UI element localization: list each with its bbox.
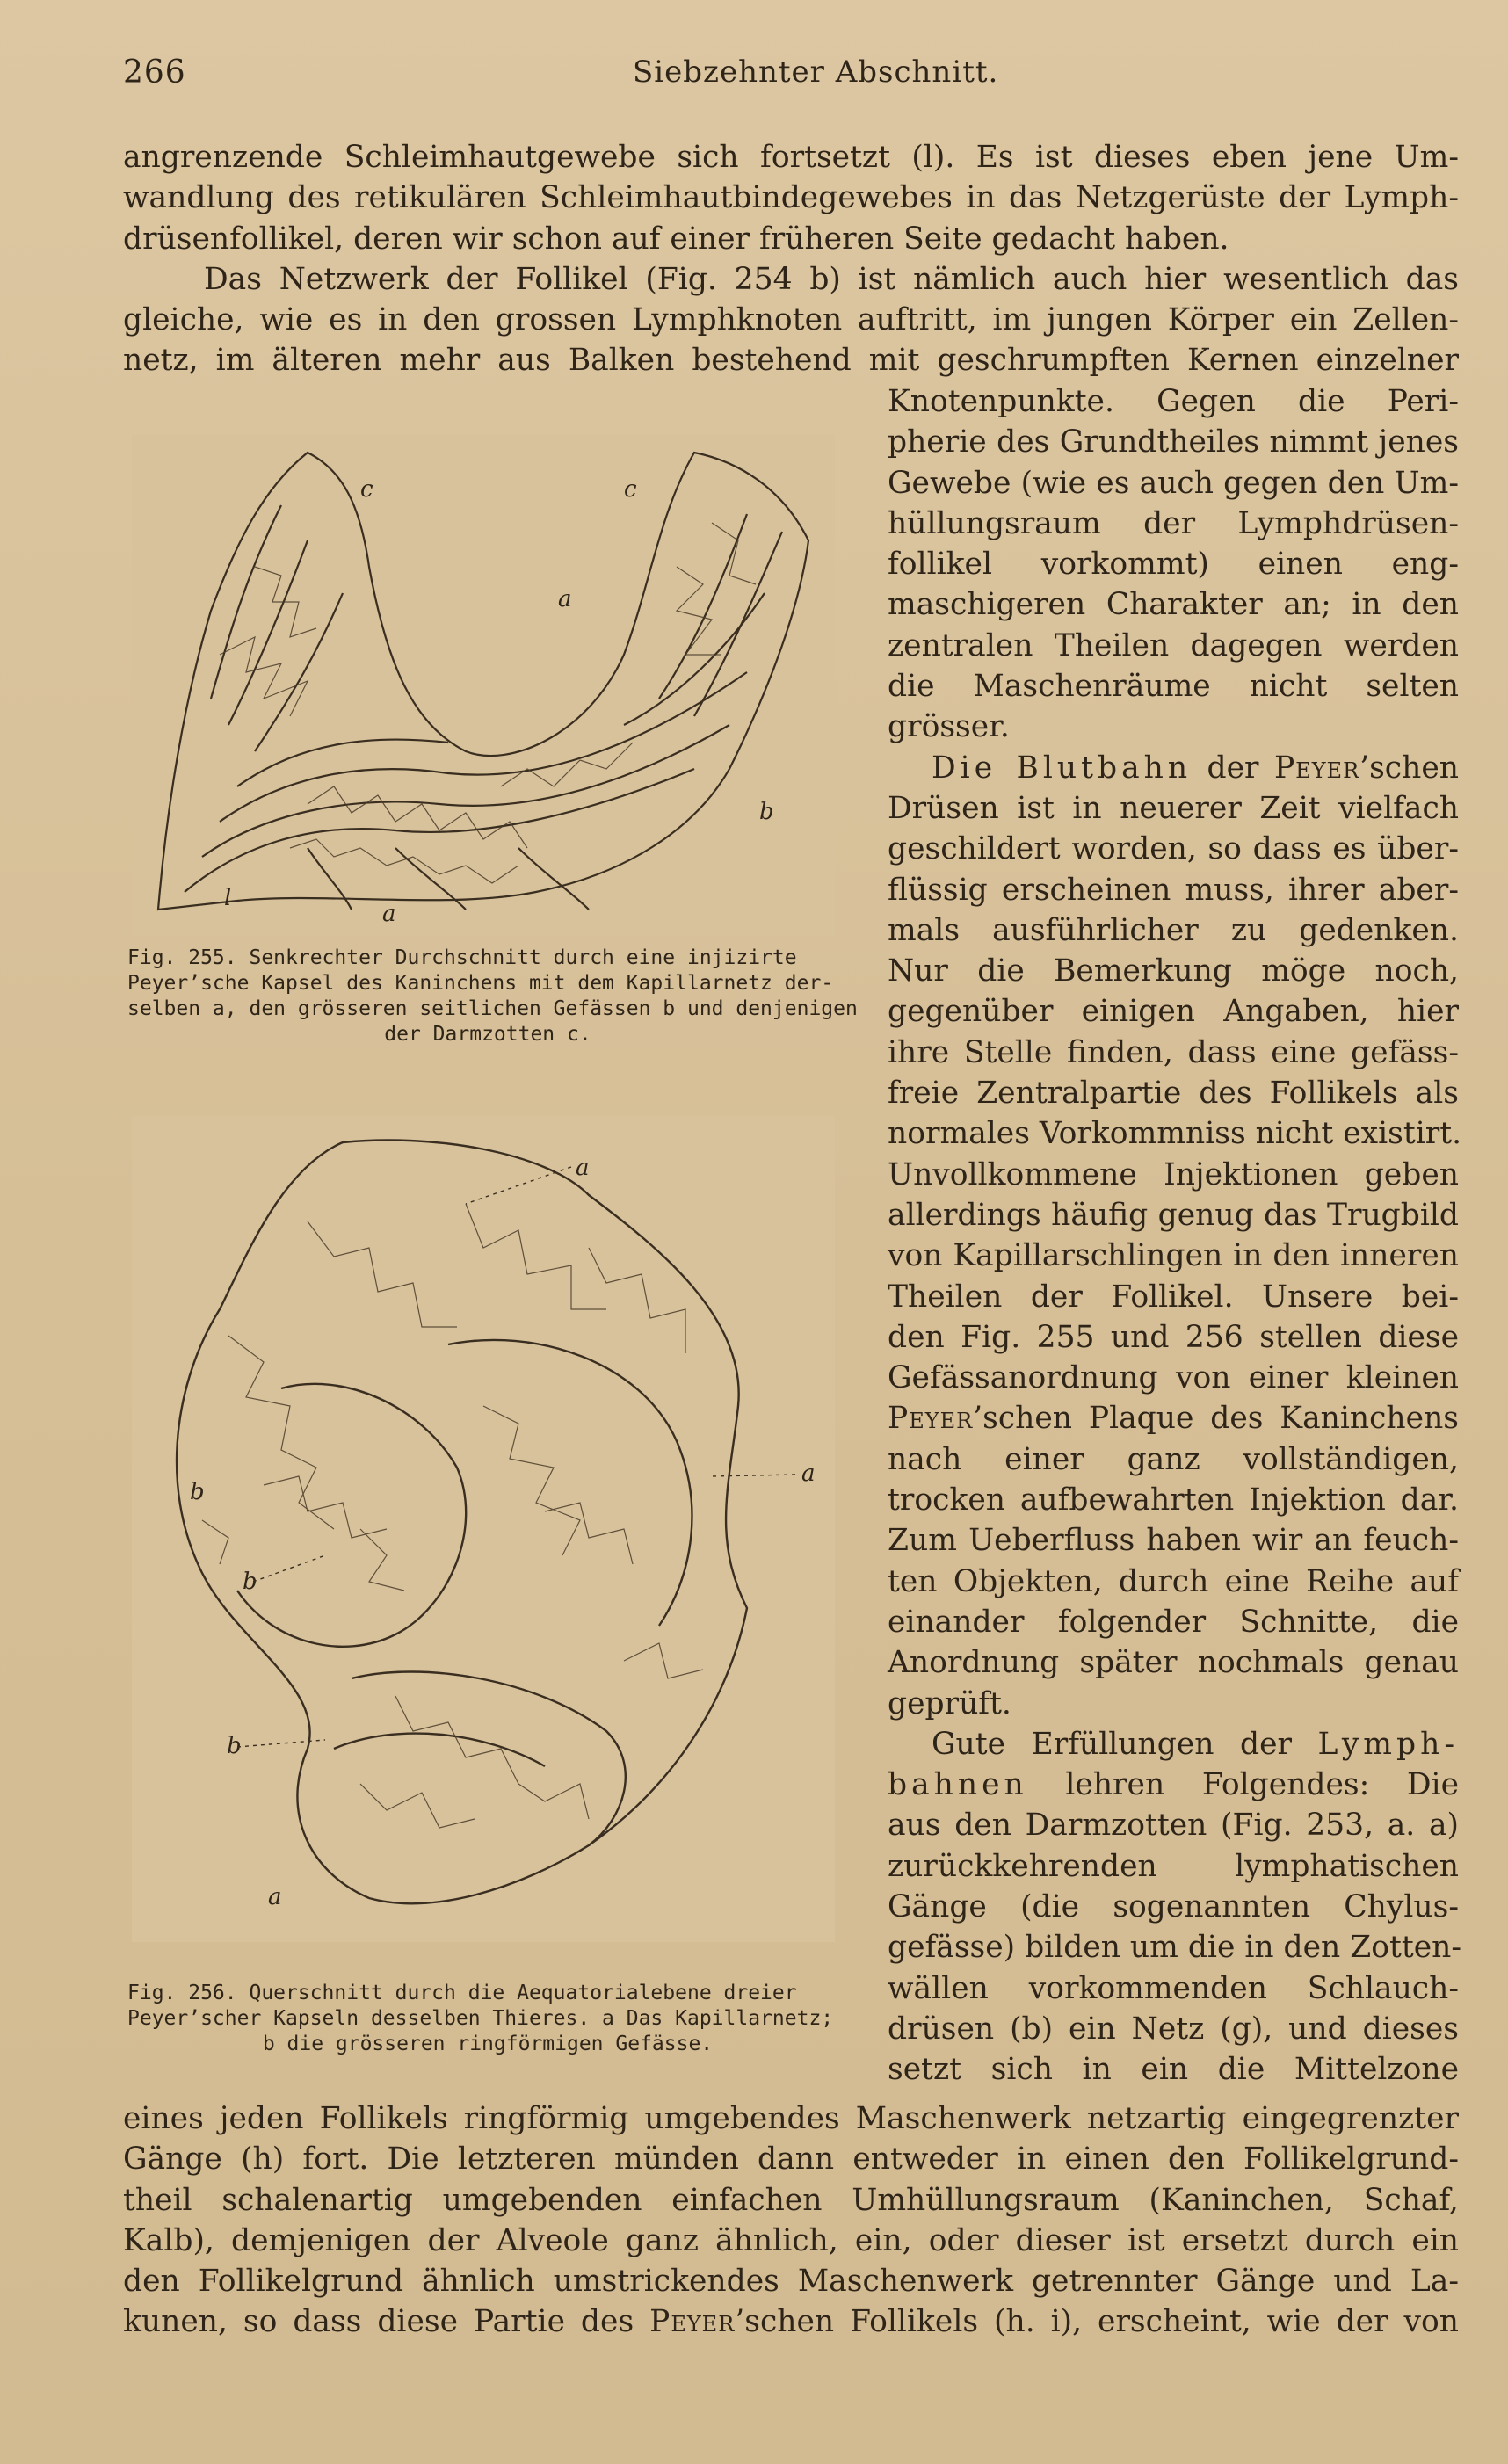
- text-line: normales Vorkommniss nicht existirt.: [888, 1116, 1462, 1152]
- text-line: Kalb), demjenigen der Alveole ganz ähnlich, ein, oder dieser ist ersetzt durch ein: [123, 2222, 1459, 2258]
- figure-label: l: [224, 885, 232, 911]
- text-line: Die Blutbahn der Peyer’schen: [932, 750, 1459, 786]
- caption-line: Fig. 255. Senkrechter Durchschnitt durch eine injizirte: [127, 946, 797, 969]
- figure-label: a: [382, 901, 396, 927]
- text-line: trocken aufbewahrten Injektion dar.: [888, 1482, 1459, 1518]
- bottom-text: [123, 2098, 1459, 2343]
- page-header: [123, 54, 1459, 98]
- text-line: Drüsen ist in neuerer Zeit vielfach: [888, 790, 1459, 826]
- text-line: ihre Stelle finden, dass eine gefäss-: [888, 1034, 1459, 1070]
- spaced-term: Die Blutbahn: [932, 750, 1193, 786]
- page-number: 266: [123, 54, 186, 91]
- text-line: den Follikelgrund ähnlich umstrickendes Maschenwerk getrennter Gänge und La-: [123, 2264, 1459, 2300]
- text-line: Gänge (h) fort. Die letzteren münden dann entweder in einen den Follikelgrund-: [123, 2142, 1459, 2178]
- text-line: hüllungsraum der Lymphdrüsen-: [888, 505, 1459, 541]
- figure-label: a: [801, 1460, 816, 1487]
- text-line: theil schalenartig umgebenden einfachen Umhüllungsraum (Kaninchen, Schaf,: [123, 2182, 1459, 2218]
- text-line: grösser.: [888, 709, 1010, 745]
- text-line: gegenüber einigen Angaben, hier: [888, 994, 1459, 1030]
- text-line: mals ausführlicher zu gedenken.: [888, 912, 1459, 948]
- text-line: wandlung des retikulären Schleimhautbindegewebes in das Netzgerüste der Lymph-: [123, 180, 1459, 216]
- text-line: die Maschenräume nicht selten: [888, 669, 1459, 705]
- top-text: [123, 137, 1459, 381]
- figure-label: b: [227, 1733, 242, 1759]
- text-line: kunen, so dass diese Partie des Peyer’schen Follikels (h. i), erscheint, wie der von: [123, 2304, 1459, 2340]
- text-line: zurückkehrenden lymphatischen: [888, 1848, 1459, 1884]
- equatorial-section-drawing: [132, 1116, 835, 1942]
- text-line: Peyer’schen Plaque des Kaninchens: [888, 1401, 1459, 1437]
- author-name: Peyer: [888, 1401, 974, 1437]
- figure-label: a: [558, 586, 572, 612]
- text-line: Gute Erfüllungen der Lymph-: [932, 1726, 1459, 1762]
- text-line: nach einer ganz vollständigen,: [888, 1441, 1459, 1477]
- caption-line: Peyer’scher Kapseln desselben Thieres. a Das Kapillarnetz;: [127, 2007, 834, 2030]
- text-line: setzt sich in ein die Mittelzone: [888, 2052, 1459, 2088]
- caption-line: Peyer’sche Kapsel des Kaninchens mit dem Kapillarnetz der-: [127, 972, 834, 995]
- figure-256-illustration: [132, 1116, 835, 1942]
- text-line: angrenzende Schleimhautgewebe sich fortsetzt (l). Es ist dieses eben jene Um-: [123, 140, 1459, 175]
- figure-255-caption: [127, 946, 858, 1047]
- text-line: allerdings häufig genug das Trugbild: [888, 1197, 1459, 1233]
- text-line: aus den Darmzotten (Fig. 253, a. a): [888, 1808, 1459, 1844]
- text-line: Gefässanordnung von einer kleinen: [888, 1360, 1459, 1396]
- author-name: Peyer: [649, 2304, 736, 2340]
- text-line: einander folgender Schnitte, die: [888, 1604, 1459, 1640]
- text-line: Nur die Bemerkung möge noch,: [888, 953, 1459, 989]
- text-line: Theilen der Follikel. Unsere bei-: [888, 1279, 1459, 1315]
- text-line: follikel vorkommt) einen eng-: [888, 547, 1459, 583]
- text-line: geschildert worden, so dass es über-: [888, 831, 1459, 867]
- text-line: Gewebe (wie es auch gegen den Um-: [888, 465, 1459, 501]
- text-line: drüsenfollikel, deren wir schon auf einer früheren Seite gedacht haben.: [123, 221, 1229, 257]
- figure-255-illustration: [132, 435, 835, 936]
- text-line: ten Objekten, durch eine Reihe auf: [888, 1563, 1459, 1599]
- right-column-text: [888, 381, 1462, 2090]
- caption-line: der Darmzotten c.: [384, 1023, 591, 1046]
- text-line: netz, im älteren mehr aus Balken bestehend mit geschrumpften Kernen einzelner: [123, 343, 1459, 379]
- caption-line: Fig. 256. Querschnitt durch die Aequatorialebene dreier: [127, 1982, 797, 2004]
- text-line: maschigeren Charakter an; in den: [888, 587, 1459, 623]
- text-line: von Kapillarschlingen in den inneren: [888, 1238, 1459, 1274]
- figure-label: a: [576, 1155, 590, 1181]
- text-line: Gänge (die sogenannten Chylus-: [888, 1888, 1459, 1924]
- figure-label: b: [759, 799, 774, 825]
- caption-line: selben a, den grösseren seitlichen Gefässen b und denjenigen: [127, 997, 858, 1020]
- capillary-section-drawing: [132, 435, 835, 936]
- text-line: drüsen (b) ein Netz (g), und dieses: [888, 2011, 1459, 2047]
- figure-label: a: [268, 1884, 282, 1910]
- text-line: Das Netzwerk der Follikel (Fig. 254 b) ist nämlich auch hier wesentlich das: [204, 261, 1459, 297]
- text-line: wällen vorkommenden Schlauch-: [888, 1970, 1459, 2006]
- text-line: eines jeden Follikels ringförmig umgebendes Maschenwerk netzartig eingegrenzter: [123, 2101, 1459, 2136]
- figure-label: c: [360, 476, 373, 503]
- text-line: den Fig. 255 und 256 stellen diese: [888, 1319, 1459, 1355]
- author-name: Peyer: [1273, 750, 1360, 786]
- text-line: flüssig erscheinen muss, ihrer aber-: [888, 872, 1459, 908]
- text-line: gefässe) bilden um die in den Zotten-: [888, 1930, 1462, 1966]
- figure-label: c: [624, 476, 637, 503]
- text-line: Zum Ueberfluss haben wir an feuch-: [888, 1523, 1459, 1559]
- text-line: freie Zentralpartie des Follikels als: [888, 1076, 1459, 1112]
- text-line: Anordnung später nochmals genau: [888, 1645, 1459, 1681]
- text-line: Knotenpunkte. Gegen die Peri-: [888, 384, 1459, 419]
- text-line: pherie des Grundtheiles nimmt jenes: [888, 424, 1459, 460]
- text-line: Unvollkommene Injektionen geben: [888, 1156, 1459, 1192]
- running-head: Siebzehnter Abschnitt.: [633, 54, 999, 90]
- text-line: bahnen lehren Folgendes: Die: [888, 1767, 1459, 1803]
- figure-256-caption: [127, 1981, 848, 2057]
- figure-label: b: [243, 1569, 257, 1595]
- text-line: zentralen Theilen dagegen werden: [888, 627, 1459, 663]
- spaced-term: bahnen: [888, 1767, 1028, 1803]
- text-line: geprüft.: [888, 1685, 1011, 1721]
- figure-label: b: [190, 1479, 205, 1505]
- caption-line: b die grösseren ringförmigen Gefässe.: [262, 2033, 714, 2055]
- text-line: gleiche, wie es in den grossen Lymphknoten auftritt, im jungen Körper ein Zellen-: [123, 302, 1459, 338]
- spaced-term: Lymph-: [1317, 1726, 1459, 1762]
